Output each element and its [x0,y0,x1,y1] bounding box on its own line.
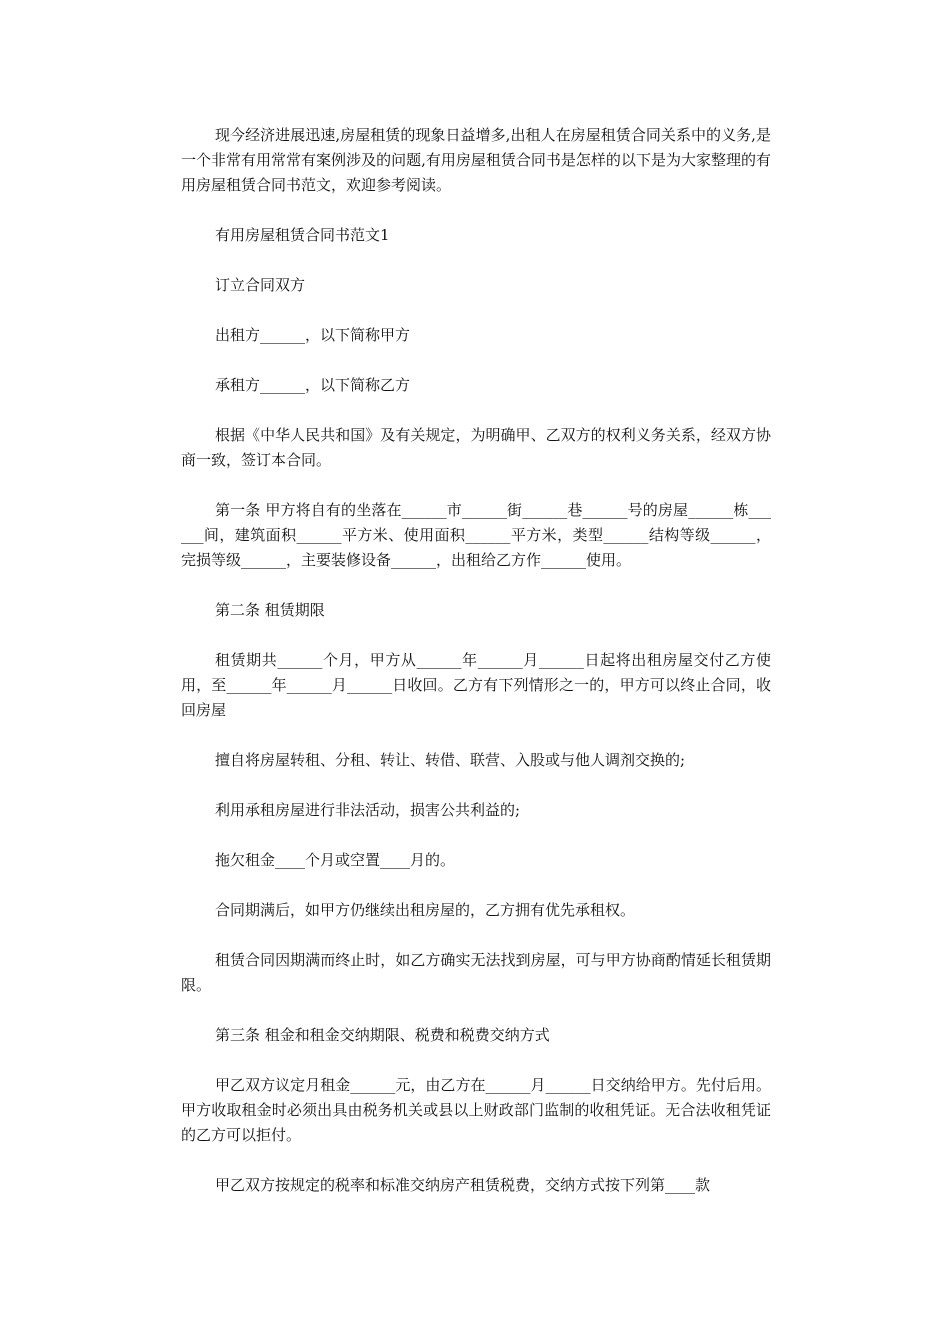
article-2-heading: 第二条 租赁期限 [215,601,325,619]
lessee-line: 承租方______，以下简称乙方 [215,376,411,394]
article-3-heading: 第三条 租金和租金交纳期限、税费和税费交纳方式 [215,1026,550,1044]
article-1-paragraph: 第一条 甲方将自有的坐落在______市______街______巷______号的房屋______栋______间，建筑面积______平方米、使用面积______平方米，类型______结构等级______，完损等级______，主要装修设备______，出租给乙方作______使用。 [181,501,771,569]
termination-item-2: 利用承租房屋进行非法活动，损害公共利益的; [215,801,521,819]
intro-paragraph: 现今经济进展迅速,房屋租赁的现象日益增多,出租人在房屋租赁合同关系中的义务,是一个非常有用常常有案例涉及的问题,有用房屋租赁合同书是怎样的以下是为大家整理的有用房屋租赁合同书范文，欢迎参考阅读。 [181,126,771,194]
termination-item-3: 拖欠租金____个月或空置____月的。 [215,851,456,869]
tax-paragraph: 甲乙双方按规定的税率和标准交纳房产租赁税费，交纳方式按下列第____款 [215,1176,711,1194]
preamble-paragraph: 根据《中华人民共和国》及有关规定，为明确甲、乙双方的权利义务关系，经双方协商一致，签订本合同。 [181,426,771,469]
termination-item-1: 擅自将房屋转租、分租、转让、转借、联营、入股或与他人调剂交换的; [215,751,686,769]
rent-paragraph: 甲乙双方议定月租金______元，由乙方在______月______日交纳给甲方。先付后用。甲方收取租金时必须出具由税务机关或县以上财政部门监制的收租凭证。无合法收租凭证的乙方可以拒付。 [181,1076,771,1144]
section-title: 有用房屋租赁合同书范文1 [215,226,390,244]
extension-paragraph: 租赁合同因期满而终止时，如乙方确实无法找到房屋，可与甲方协商酌情延长租赁期限。 [181,951,771,994]
document-body [181,123,771,1223]
renewal-paragraph: 合同期满后，如甲方仍继续出租房屋的，乙方拥有优先承租权。 [215,901,636,919]
parties-heading: 订立合同双方 [215,276,306,294]
lessor-line: 出租方______，以下简称甲方 [215,326,411,344]
lease-term-paragraph: 租赁期共______个月，甲方从______年______月______日起将出租房屋交付乙方使用，至______年______月______日收回。乙方有下列情形之一的，甲方可以终止合同，收回房屋 [181,651,771,719]
